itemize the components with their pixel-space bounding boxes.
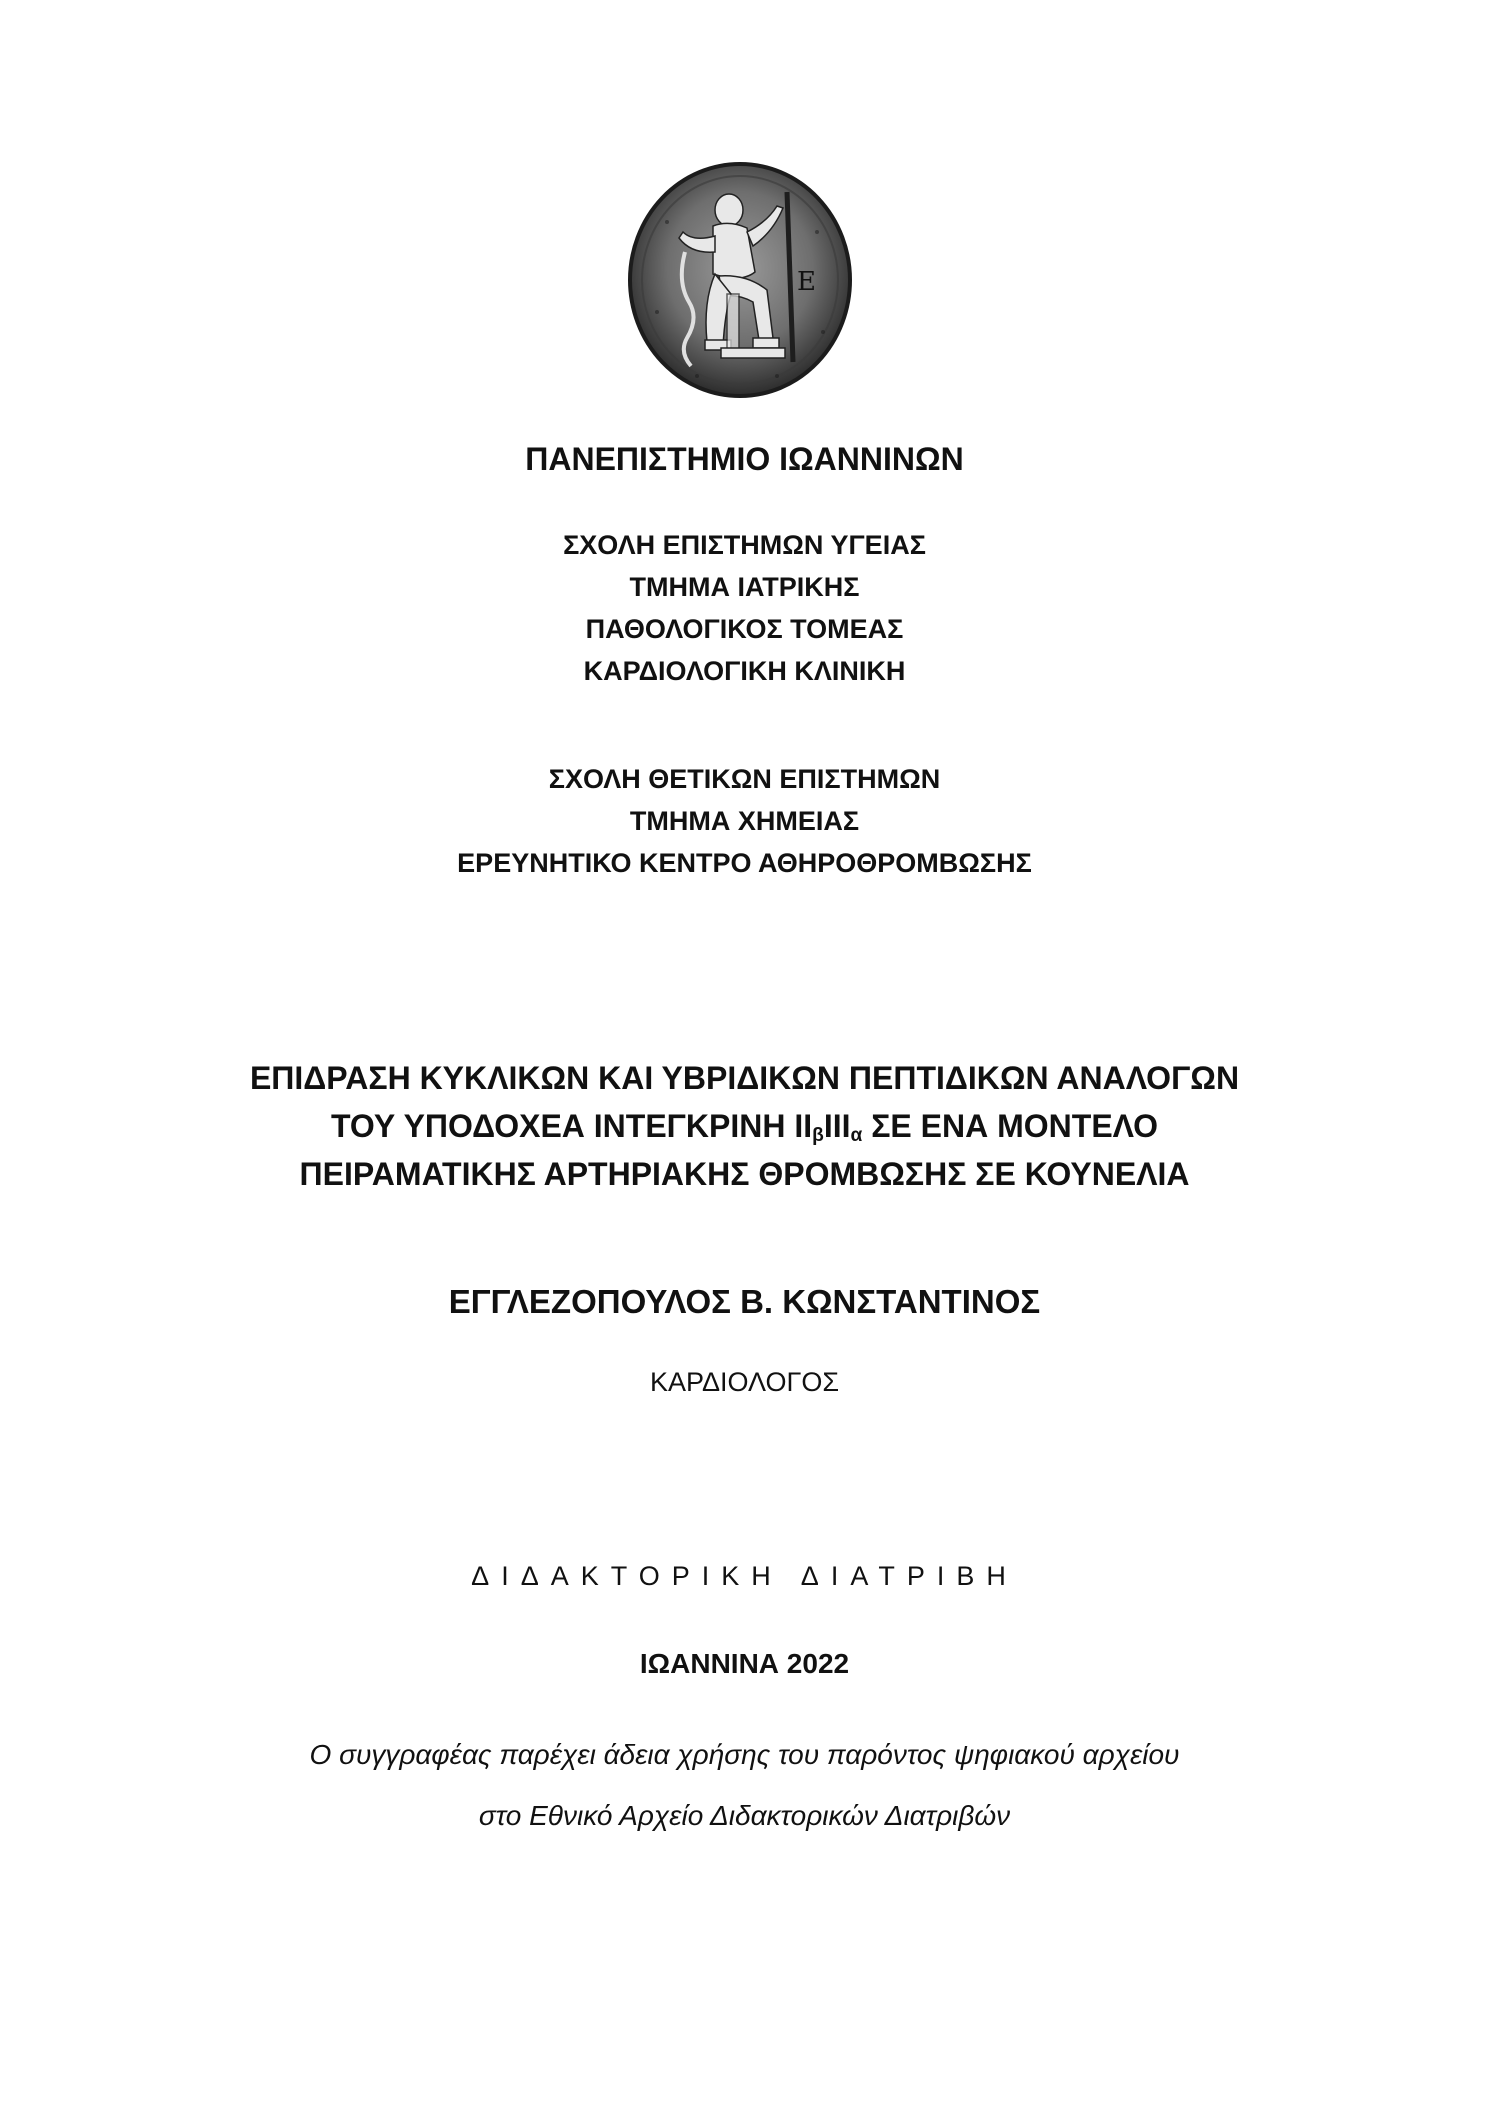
- department-chemistry: ΤΜΗΜΑ ΧΗΜΕΙΑΣ: [629, 806, 860, 836]
- author-role: ΚΑΡΔΙΟΛΟΓΟΣ: [649, 1367, 840, 1397]
- thesis-title-line-1: ΕΠΙΔΡΑΣΗ ΚΥΚΛΙΚΩΝ ΚΑΙ ΥΒΡΙΔΙΚΩΝ ΠΕΠΤΙΔΙΚΩΝ ΑΝΑΛΟΓΩΝ: [249, 1060, 1240, 1096]
- title-subscript-alpha: α: [850, 1125, 863, 1146]
- license-note-line-2: στο Εθνικό Αρχείο Διδακτορικών Διατριβών: [478, 1800, 1011, 1831]
- thesis-title-line-3: ΠΕΙΡΑΜΑΤΙΚΗΣ ΑΡΤΗΡΙΑΚΗΣ ΘΡΟΜΒΩΣΗΣ ΣΕ ΚΟΥΝΕΛΙΑ: [299, 1156, 1190, 1192]
- university-name: ΠΑΝΕΠΙΣΤΗΜΙΟ ΙΩΑΝΝΙΝΩΝ: [525, 441, 964, 477]
- department-medicine: ΤΜΗΜΑ ΙΑΤΡΙΚΗΣ: [629, 572, 860, 602]
- title-line-2-part: ΙΙΙ: [823, 1108, 851, 1144]
- school-sciences: ΣΧΟΛΗ ΘΕΤΙΚΩΝ ΕΠΙΣΤΗΜΩΝ: [548, 764, 941, 794]
- university-seal-icon: [627, 162, 853, 398]
- atherothrombosis-research-center: ΕΡΕΥΝΗΤΙΚΟ ΚΕΝΤΡΟ ΑΘΗΡΟΘΡΟΜΒΩΣΗΣ: [457, 848, 1032, 878]
- title-line-2-part: ΤΟΥ ΥΠΟΔΟΧΕΑ ΙΝΤΕΓΚΡΙΝΗ ΙΙ: [330, 1108, 813, 1144]
- thesis-title-line-2: [0, 1108, 1489, 1147]
- cardiology-clinic: ΚΑΡΔΙΟΛΟΓΙΚΗ ΚΛΙΝΙΚΗ: [583, 656, 906, 686]
- pathology-sector: ΠΑΘΟΛΟΓΙΚΟΣ ΤΟΜΕΑΣ: [585, 614, 904, 644]
- school-health-sciences: ΣΧΟΛΗ ΕΠΙΣΤΗΜΩΝ ΥΓΕΙΑΣ: [563, 530, 926, 560]
- license-note-line-1: Ο συγγραφέας παρέχει άδεια χρήσης του παρόντος ψηφιακού αρχείου: [309, 1739, 1180, 1770]
- author-name: ΕΓΓΛΕΖΟΠΟΥΛΟΣ Β. ΚΩΝΣΤΑΝΤΙΝΟΣ: [448, 1283, 1041, 1320]
- title-line-2-part: ΣΕ ΕΝΑ ΜΟΝΤΕΛΟ: [862, 1108, 1159, 1144]
- thesis-type: ΔΙΔΑΚΤΟΡΙΚΗ ΔΙΑΤΡΙΒΗ: [471, 1561, 1018, 1591]
- place-year: ΙΩΑΝΝΙΝΑ 2022: [639, 1648, 850, 1679]
- title-subscript-beta: β: [812, 1125, 824, 1146]
- seal-letter: Ε: [797, 267, 816, 297]
